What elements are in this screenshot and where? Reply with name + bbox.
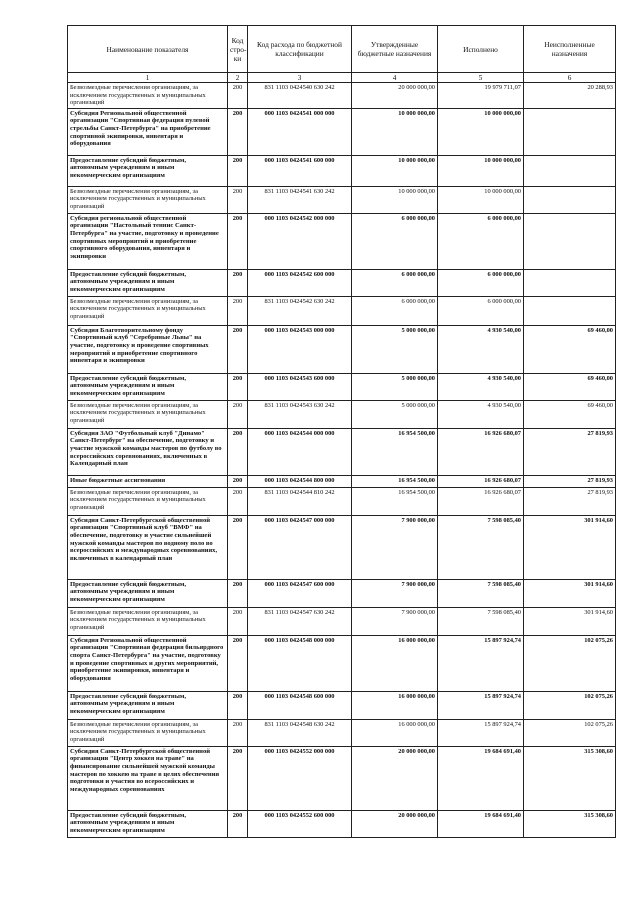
row-name: Безвозмездные перечисления организациям, за исключением государственных и муниципальных организаций (68, 186, 228, 213)
table-row (68, 810, 616, 837)
column-number: 2 (228, 73, 248, 83)
header-executed: Исполнено (438, 26, 524, 73)
table-row (68, 269, 616, 296)
row-unexecuted: 69 460,00 (524, 325, 616, 373)
row-approved: 16 000 000,00 (352, 635, 438, 691)
table-row (68, 487, 616, 515)
row-approved: 16 000 000,00 (352, 691, 438, 719)
row-approved: 16 954 500,00 (352, 428, 438, 475)
row-classification-code: 000 1103 0424552 600 000 (248, 810, 352, 837)
row-unexecuted: 27 819,93 (524, 428, 616, 475)
row-name: Предоставление субсидий бюджетным, автономным учреждениям и иным некоммерческим организациям (68, 155, 228, 186)
row-executed: 7 598 085,40 (438, 515, 524, 579)
column-number: 6 (524, 73, 616, 83)
row-unexecuted: 301 914,60 (524, 579, 616, 607)
row-executed: 15 897 924,74 (438, 691, 524, 719)
row-line-code: 200 (228, 719, 248, 746)
row-approved: 10 000 000,00 (352, 186, 438, 213)
table-row (68, 186, 616, 213)
row-name: Субсидия Санкт-Петербургской общественной организации "Спортивный клуб "ВМФ" на обеспечение, подготовку и участие сильнейшей мужской команды мастеров по водному поло во всероссийских и международных соревнованиях, включенных в календарный план (68, 515, 228, 579)
row-name: Субсидия Санкт-Петербургской общественной организации "Центр хоккея на траве" на финансирование сильнейшей мужской команды мастеров по хоккею на траве в целях обеспечения подготовки и участия во всероссийских и международных соревнованиях (68, 746, 228, 810)
budget-execution-report (67, 25, 615, 838)
row-name: Субсидия Региональной общественной организации "Спортивная федерация пулевой стрельбы Санкт-Петербурга" на приобретение спортивной экипировки, инвентаря и оборудования (68, 108, 228, 155)
row-approved: 20 000 000,00 (352, 83, 438, 109)
row-unexecuted: 102 075,26 (524, 719, 616, 746)
row-line-code: 200 (228, 400, 248, 428)
row-line-code: 200 (228, 373, 248, 400)
table-row (68, 607, 616, 635)
row-line-code: 200 (228, 296, 248, 325)
row-approved: 7 900 000,00 (352, 579, 438, 607)
row-executed: 16 926 680,07 (438, 428, 524, 475)
row-name: Предоставление субсидий бюджетным, автономным учреждениям и иным некоммерческим организациям (68, 810, 228, 837)
row-approved: 10 000 000,00 (352, 108, 438, 155)
column-number: 1 (68, 73, 228, 83)
row-line-code: 200 (228, 515, 248, 579)
row-unexecuted: 27 819,93 (524, 475, 616, 487)
row-name: Безвозмездные перечисления организациям, за исключением государственных и муниципальных организаций (68, 83, 228, 109)
row-line-code: 200 (228, 428, 248, 475)
row-classification-code: 000 1103 0424541 000 000 (248, 108, 352, 155)
row-approved: 16 000 000,00 (352, 719, 438, 746)
budget-table (67, 25, 616, 838)
row-classification-code: 000 1103 0424543 600 000 (248, 373, 352, 400)
table-row (68, 296, 616, 325)
row-unexecuted (524, 296, 616, 325)
row-executed: 19 684 691,40 (438, 810, 524, 837)
row-unexecuted (524, 186, 616, 213)
table-row (68, 108, 616, 155)
row-line-code: 200 (228, 269, 248, 296)
row-name: Предоставление субсидий бюджетным, автономным учреждениям и иным некоммерческим организациям (68, 579, 228, 607)
table-row (68, 691, 616, 719)
row-unexecuted: 315 308,60 (524, 746, 616, 810)
row-classification-code: 831 1103 0424542 630 242 (248, 296, 352, 325)
column-number: 5 (438, 73, 524, 83)
table-row (68, 325, 616, 373)
row-executed: 4 930 540,00 (438, 325, 524, 373)
row-executed: 10 000 000,00 (438, 155, 524, 186)
row-classification-code: 000 1103 0424548 000 000 (248, 635, 352, 691)
row-classification-code: 831 1103 0424540 630 242 (248, 83, 352, 109)
row-executed: 6 000 000,00 (438, 213, 524, 269)
header-approved: Утвержденные бюджетные назначения (352, 26, 438, 73)
table-row (68, 515, 616, 579)
row-classification-code: 831 1103 0424544 810 242 (248, 487, 352, 515)
row-name: Субсидия Региональной общественной организации "Спортивная федерация бильярдного спорта Санкт-Петербурга" на участие, подготовку и проведение спортивных и других мероприятий, приобретение экипировки, инвентаря и оборудования (68, 635, 228, 691)
header-line-code: Код стро-ки (228, 26, 248, 73)
row-approved: 7 900 000,00 (352, 515, 438, 579)
row-approved: 20 000 000,00 (352, 746, 438, 810)
row-executed: 19 684 691,40 (438, 746, 524, 810)
row-name: Субсидия ЗАО "Футбольный клуб "Динамо" Санкт-Петербург" на обеспечение, подготовку и участие мужской команды мастеров по футболу во всероссийских соревнованиях, включенных в Календарный план (68, 428, 228, 475)
row-approved: 5 000 000,00 (352, 325, 438, 373)
row-name: Безвозмездные перечисления организациям, за исключением государственных и муниципальных организаций (68, 487, 228, 515)
row-unexecuted: 315 308,60 (524, 810, 616, 837)
table-row (68, 635, 616, 691)
row-name: Субсидия региональной общественной организации "Настольный теннис Санкт-Петербурга" на участие, подготовку и проведение спортивных мероприятий и приобретение спортивного оборудования, инвентаря и экипировки (68, 213, 228, 269)
header-classification-code: Код расхода по бюджетной классификации (248, 26, 352, 73)
table-row (68, 746, 616, 810)
row-line-code: 200 (228, 487, 248, 515)
table-row (68, 428, 616, 475)
header-row (68, 26, 616, 73)
row-line-code: 200 (228, 810, 248, 837)
row-executed: 15 897 924,74 (438, 635, 524, 691)
row-approved: 6 000 000,00 (352, 213, 438, 269)
row-classification-code: 831 1103 0424543 630 242 (248, 400, 352, 428)
row-line-code: 200 (228, 691, 248, 719)
header-unexecuted: Неисполненные назначения (524, 26, 616, 73)
row-line-code: 200 (228, 325, 248, 373)
row-classification-code: 000 1103 0424542 000 000 (248, 213, 352, 269)
row-line-code: 200 (228, 186, 248, 213)
row-unexecuted: 20 288,93 (524, 83, 616, 109)
table-body (68, 83, 616, 838)
column-number-row (68, 73, 616, 83)
row-classification-code: 000 1103 0424543 000 000 (248, 325, 352, 373)
row-executed: 7 598 085,40 (438, 607, 524, 635)
row-executed: 4 930 540,00 (438, 400, 524, 428)
row-executed: 6 000 000,00 (438, 269, 524, 296)
row-unexecuted (524, 213, 616, 269)
table-row (68, 213, 616, 269)
row-executed: 16 926 680,07 (438, 475, 524, 487)
row-unexecuted: 27 819,93 (524, 487, 616, 515)
row-classification-code: 000 1103 0424541 600 000 (248, 155, 352, 186)
row-name: Безвозмездные перечисления организациям, за исключением государственных и муниципальных организаций (68, 400, 228, 428)
row-approved: 16 954 500,00 (352, 487, 438, 515)
row-approved: 10 000 000,00 (352, 155, 438, 186)
column-number: 4 (352, 73, 438, 83)
row-line-code: 200 (228, 155, 248, 186)
row-approved: 6 000 000,00 (352, 296, 438, 325)
row-classification-code: 000 1103 0424544 800 000 (248, 475, 352, 487)
row-approved: 6 000 000,00 (352, 269, 438, 296)
table-row (68, 579, 616, 607)
row-line-code: 200 (228, 108, 248, 155)
row-unexecuted (524, 269, 616, 296)
row-unexecuted (524, 155, 616, 186)
row-classification-code: 831 1103 0424541 630 242 (248, 186, 352, 213)
row-approved: 20 000 000,00 (352, 810, 438, 837)
row-line-code: 200 (228, 213, 248, 269)
row-classification-code: 831 1103 0424548 630 242 (248, 719, 352, 746)
table-row (68, 719, 616, 746)
row-line-code: 200 (228, 635, 248, 691)
row-name: Безвозмездные перечисления организациям, за исключением государственных и муниципальных организаций (68, 296, 228, 325)
row-line-code: 200 (228, 579, 248, 607)
row-executed: 7 598 085,40 (438, 579, 524, 607)
row-classification-code: 000 1103 0424552 000 000 (248, 746, 352, 810)
row-approved: 16 954 500,00 (352, 475, 438, 487)
row-executed: 10 000 000,00 (438, 108, 524, 155)
row-name: Иные бюджетные ассигнования (68, 475, 228, 487)
row-executed: 10 000 000,00 (438, 186, 524, 213)
row-line-code: 200 (228, 83, 248, 109)
table-row (68, 155, 616, 186)
row-approved: 5 000 000,00 (352, 400, 438, 428)
row-classification-code: 831 1103 0424547 630 242 (248, 607, 352, 635)
row-name: Предоставление субсидий бюджетным, автономным учреждениям и иным некоммерческим организациям (68, 269, 228, 296)
column-number: 3 (248, 73, 352, 83)
row-unexecuted: 102 075,26 (524, 635, 616, 691)
row-line-code: 200 (228, 607, 248, 635)
row-unexecuted (524, 108, 616, 155)
row-classification-code: 000 1103 0424542 600 000 (248, 269, 352, 296)
row-executed: 16 926 680,07 (438, 487, 524, 515)
row-executed: 15 897 924,74 (438, 719, 524, 746)
header-name: Наименование показателя (68, 26, 228, 73)
row-executed: 6 000 000,00 (438, 296, 524, 325)
row-classification-code: 000 1103 0424548 600 000 (248, 691, 352, 719)
row-unexecuted: 69 460,00 (524, 400, 616, 428)
row-name: Предоставление субсидий бюджетным, автономным учреждениям и иным некоммерческим организациям (68, 373, 228, 400)
row-executed: 4 930 540,00 (438, 373, 524, 400)
row-name: Предоставление субсидий бюджетным, автономным учреждениям и иным некоммерческим организациям (68, 691, 228, 719)
row-line-code: 200 (228, 746, 248, 810)
row-unexecuted: 69 460,00 (524, 373, 616, 400)
table-row (68, 83, 616, 109)
row-name: Безвозмездные перечисления организациям, за исключением государственных и муниципальных организаций (68, 607, 228, 635)
row-classification-code: 000 1103 0424547 000 000 (248, 515, 352, 579)
row-executed: 19 979 711,07 (438, 83, 524, 109)
row-approved: 5 000 000,00 (352, 373, 438, 400)
row-unexecuted: 102 075,26 (524, 691, 616, 719)
row-classification-code: 000 1103 0424547 600 000 (248, 579, 352, 607)
row-approved: 7 900 000,00 (352, 607, 438, 635)
table-row (68, 475, 616, 487)
row-unexecuted: 301 914,60 (524, 607, 616, 635)
row-name: Безвозмездные перечисления организациям, за исключением государственных и муниципальных организаций (68, 719, 228, 746)
row-line-code: 200 (228, 475, 248, 487)
row-classification-code: 000 1103 0424544 000 000 (248, 428, 352, 475)
row-name: Субсидия Благотворительному фонду "Спортивный клуб "Серебряные Львы" на участие, подготовку и проведение спортивных мероприятий и приобретение спортивного инвентаря и экипировки (68, 325, 228, 373)
table-row (68, 400, 616, 428)
row-unexecuted: 301 914,60 (524, 515, 616, 579)
table-row (68, 373, 616, 400)
